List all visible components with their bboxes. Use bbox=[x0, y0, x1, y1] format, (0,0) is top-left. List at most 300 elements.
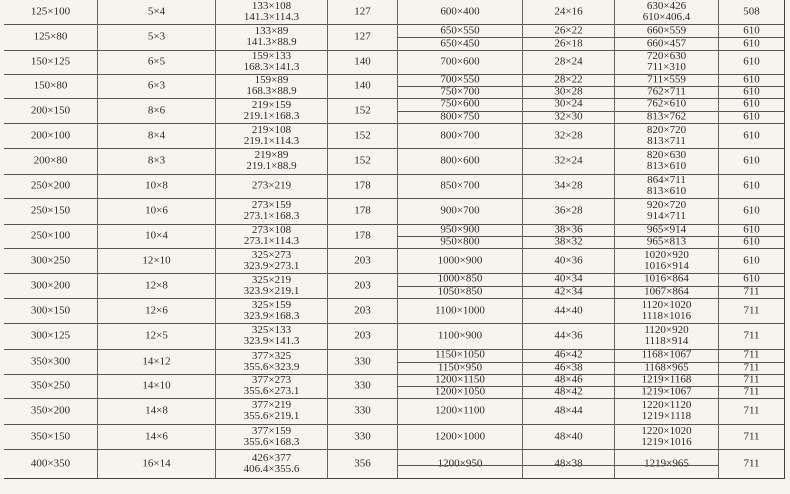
length-cell bbox=[328, 248, 398, 273]
inch-size-cell bbox=[523, 86, 615, 98]
outer-size-cell bbox=[398, 374, 523, 386]
pipe-diameter-cell-text: 1219×965 bbox=[644, 457, 689, 469]
length-cell-text: 178 bbox=[354, 204, 371, 217]
outer-size-cell bbox=[398, 286, 523, 299]
cell-text: 610 bbox=[743, 73, 760, 86]
outer-diameter-cell-line: 377×219 bbox=[251, 399, 292, 411]
outer-diameter-cell-line: 273.1×114.3 bbox=[243, 235, 300, 247]
outer-size-cell bbox=[398, 148, 523, 174]
length-cell bbox=[719, 50, 784, 74]
inch-size-cell-text: 5×3 bbox=[147, 30, 166, 43]
cell-text: 660×559 bbox=[646, 24, 687, 36]
table-row bbox=[398, 224, 784, 249]
outer-size-cell-text: 1200×1000 bbox=[434, 430, 486, 442]
inch-size-cell bbox=[523, 374, 615, 386]
outer-diameter-cell bbox=[216, 398, 328, 424]
table-row bbox=[398, 349, 784, 375]
length-cell bbox=[719, 273, 784, 286]
length-cell bbox=[719, 323, 784, 349]
cell-text: 800×750 bbox=[440, 110, 480, 123]
pipe-diameter-cell bbox=[615, 398, 719, 424]
cell-text: 610 bbox=[743, 223, 760, 236]
outer-size-cell bbox=[398, 111, 523, 124]
pipe-diameter-cell bbox=[615, 323, 719, 349]
outer-diameter-cell-line: 133×108 bbox=[251, 0, 292, 12]
pipe-diameter-cell-line: 914×711 bbox=[647, 210, 686, 222]
length-cell bbox=[328, 224, 398, 248]
pipe-diameter-cell bbox=[615, 50, 719, 74]
inch-size-cell bbox=[523, 24, 615, 37]
length-cell bbox=[328, 449, 398, 478]
table-row bbox=[4, 248, 398, 274]
table-row bbox=[398, 273, 784, 299]
table-row bbox=[398, 248, 784, 274]
table-row bbox=[4, 198, 398, 225]
sub-divider bbox=[398, 465, 719, 466]
pipe-diameter-cell-line: 1219×1118 bbox=[641, 410, 692, 422]
length-cell bbox=[719, 449, 784, 478]
outer-size-cell bbox=[398, 24, 523, 37]
cell-text: 30×24 bbox=[554, 97, 583, 110]
length-cell-text: 140 bbox=[354, 55, 371, 68]
cell-text: 610 bbox=[743, 97, 760, 110]
outer-diameter-cell-line: 377×159 bbox=[251, 424, 292, 437]
inch-size-cell bbox=[98, 424, 216, 449]
length-cell bbox=[328, 298, 398, 323]
nominal-size-cell-text: 250×200 bbox=[30, 179, 71, 192]
cell-text: 1168×1067 bbox=[641, 348, 692, 361]
inch-size-cell-text: 8×6 bbox=[147, 104, 166, 116]
cell-text: 38×32 bbox=[554, 235, 583, 248]
length-cell-text: 711 bbox=[743, 329, 760, 342]
outer-diameter-cell bbox=[216, 248, 328, 273]
length-cell-text: 711 bbox=[743, 404, 760, 417]
length-cell bbox=[328, 174, 398, 198]
outer-diameter-cell-line: 219.1×88.9 bbox=[246, 160, 297, 172]
table-row bbox=[4, 224, 398, 249]
pipe-diameter-cell-line: 720×630 bbox=[646, 50, 687, 62]
outer-size-cell bbox=[398, 86, 523, 98]
outer-size-cell bbox=[398, 449, 523, 478]
inch-size-cell bbox=[523, 98, 615, 111]
nominal-size-cell bbox=[4, 98, 98, 123]
outer-size-cell-text: 1200×1100 bbox=[435, 404, 485, 417]
length-cell bbox=[328, 198, 398, 224]
length-cell-text: 203 bbox=[354, 279, 371, 291]
cell-text: 700×550 bbox=[440, 73, 480, 86]
inch-size-cell-text: 44×36 bbox=[554, 329, 583, 342]
nominal-size-cell-text: 125×80 bbox=[33, 30, 68, 43]
pipe-diameter-cell-line: 610×406.4 bbox=[642, 11, 691, 23]
inch-size-cell bbox=[523, 74, 615, 86]
pipe-diameter-cell-line: 1118×914 bbox=[644, 335, 689, 347]
table-row bbox=[398, 374, 784, 399]
nominal-size-cell bbox=[4, 323, 98, 349]
outer-diameter-cell-line: 141.3×114.3 bbox=[243, 11, 300, 23]
outer-diameter-cell-line: 325×159 bbox=[251, 298, 292, 311]
inch-size-cell-text: 32×24 bbox=[554, 154, 583, 167]
length-cell bbox=[328, 74, 398, 98]
cell-text: 610 bbox=[743, 272, 760, 285]
pipe-diameter-cell bbox=[615, 86, 719, 98]
length-cell bbox=[719, 123, 784, 148]
length-cell-text: 610 bbox=[743, 204, 760, 217]
cell-text: 26×22 bbox=[554, 24, 583, 36]
outer-size-cell bbox=[398, 323, 523, 349]
length-cell bbox=[719, 111, 784, 124]
pipe-diameter-cell bbox=[615, 248, 719, 273]
nominal-size-cell-text: 350×250 bbox=[30, 379, 71, 392]
outer-size-cell bbox=[398, 273, 523, 286]
inch-size-cell-text: 14×8 bbox=[145, 404, 168, 417]
length-cell bbox=[719, 248, 784, 273]
inch-size-cell bbox=[98, 298, 216, 323]
inch-size-cell-text: 12×10 bbox=[142, 254, 171, 266]
inch-size-cell bbox=[98, 24, 216, 50]
cell-text: 711 bbox=[743, 385, 760, 398]
pipe-diameter-cell-line: 813×610 bbox=[646, 160, 687, 172]
inch-size-cell-text: 6×3 bbox=[147, 79, 166, 92]
cell-text: 1016×864 bbox=[644, 272, 689, 285]
cell-text: 46×42 bbox=[554, 348, 583, 361]
outer-size-cell-text: 1200×950 bbox=[437, 457, 483, 469]
pipe-diameter-cell-line: 1120×920 bbox=[644, 324, 689, 336]
length-cell bbox=[328, 123, 398, 148]
outer-diameter-cell bbox=[216, 273, 328, 298]
outer-size-cell bbox=[398, 74, 523, 86]
length-cell-text: 610 bbox=[743, 129, 760, 141]
length-cell-text: 152 bbox=[354, 154, 371, 167]
length-cell-text: 152 bbox=[354, 129, 371, 141]
outer-diameter-cell-line: 377×273 bbox=[251, 374, 292, 386]
length-cell bbox=[328, 323, 398, 349]
dimension-table bbox=[4, 0, 785, 479]
length-cell bbox=[719, 286, 784, 299]
length-cell bbox=[328, 349, 398, 374]
outer-diameter-cell-line: 323.9×168.3 bbox=[243, 309, 300, 322]
cell-text: 711 bbox=[743, 348, 760, 361]
pipe-diameter-cell-line: 813×610 bbox=[646, 185, 687, 197]
length-cell-text: 330 bbox=[354, 430, 371, 442]
cell-text: 750×700 bbox=[440, 85, 480, 98]
pipe-diameter-cell-line: 1120×1020 bbox=[641, 298, 692, 311]
length-cell-text: 711 bbox=[743, 457, 760, 469]
pipe-diameter-cell bbox=[615, 74, 719, 86]
outer-size-cell-text: 600×400 bbox=[440, 5, 480, 18]
nominal-size-cell bbox=[4, 174, 98, 198]
inch-size-cell-text: 10×4 bbox=[145, 229, 168, 242]
inch-size-cell bbox=[523, 198, 615, 224]
cell-text: 650×550 bbox=[440, 24, 480, 36]
outer-diameter-cell-line: 273.1×168.3 bbox=[243, 210, 300, 222]
table-row bbox=[4, 123, 398, 149]
pipe-diameter-cell-line: 1118×1016 bbox=[641, 309, 692, 322]
inch-size-cell bbox=[98, 224, 216, 248]
length-cell-text: 711 bbox=[743, 430, 760, 442]
outer-diameter-cell bbox=[216, 50, 328, 74]
cell-text: 1067×864 bbox=[644, 285, 689, 298]
pipe-diameter-cell-line: 820×720 bbox=[646, 123, 687, 136]
outer-diameter-cell-line: 355.6×323.9 bbox=[243, 360, 300, 373]
cell-text: 1000×850 bbox=[437, 272, 483, 285]
cell-text: 965×813 bbox=[646, 235, 687, 248]
inch-size-cell bbox=[523, 248, 615, 273]
nominal-size-cell-text: 200×80 bbox=[33, 154, 68, 167]
outer-diameter-cell-line: 325×273 bbox=[251, 248, 292, 261]
pipe-diameter-cell bbox=[615, 374, 719, 386]
inch-size-cell-text: 10×8 bbox=[145, 179, 168, 192]
pipe-diameter-cell bbox=[615, 24, 719, 37]
table-row bbox=[4, 174, 398, 199]
inch-size-cell bbox=[523, 0, 615, 24]
outer-diameter-cell bbox=[216, 0, 328, 24]
inch-size-cell-text: 40×36 bbox=[554, 254, 583, 266]
nominal-size-cell bbox=[4, 424, 98, 449]
length-cell-text: 127 bbox=[354, 5, 371, 18]
cell-text: 610 bbox=[743, 24, 760, 36]
outer-diameter-cell-text: 273×219 bbox=[251, 179, 292, 192]
outer-size-cell bbox=[398, 198, 523, 224]
pipe-diameter-cell-line: 1020×920 bbox=[644, 248, 689, 261]
inch-size-cell bbox=[98, 374, 216, 398]
cell-text: 30×28 bbox=[554, 85, 583, 98]
nominal-size-cell-text: 150×80 bbox=[33, 79, 68, 92]
pipe-diameter-cell bbox=[615, 174, 719, 198]
cell-text: 610 bbox=[743, 85, 760, 98]
inch-size-cell bbox=[98, 123, 216, 148]
length-cell-text: 178 bbox=[354, 229, 371, 242]
table-row bbox=[398, 148, 784, 175]
cell-text: 1219×1067 bbox=[641, 385, 692, 398]
outer-diameter-cell-line: 168.3×141.3 bbox=[243, 61, 300, 73]
length-cell-text: 203 bbox=[354, 329, 371, 342]
inch-size-cell-text: 14×6 bbox=[145, 430, 168, 442]
outer-size-cell bbox=[398, 50, 523, 74]
length-cell bbox=[719, 74, 784, 86]
table-row bbox=[4, 323, 398, 350]
inch-size-cell bbox=[98, 349, 216, 374]
length-cell-text: 610 bbox=[743, 254, 760, 266]
nominal-size-cell-text: 300×125 bbox=[30, 329, 71, 342]
table-row bbox=[4, 50, 398, 75]
outer-diameter-cell-line: 377×325 bbox=[251, 349, 292, 362]
length-cell bbox=[719, 174, 784, 198]
outer-size-cell-text: 1000×900 bbox=[437, 254, 483, 266]
pipe-diameter-cell bbox=[615, 98, 719, 111]
outer-diameter-cell-line: 219.1×168.3 bbox=[243, 109, 300, 122]
cell-text: 711 bbox=[743, 361, 760, 374]
cell-text: 42×34 bbox=[554, 285, 583, 298]
length-cell-text: 203 bbox=[354, 304, 371, 316]
length-cell-text: 610 bbox=[743, 179, 760, 192]
table-row bbox=[398, 449, 784, 478]
cell-text: 1200×1050 bbox=[434, 385, 486, 398]
outer-diameter-cell-line: 273×108 bbox=[251, 224, 292, 236]
pipe-diameter-cell bbox=[615, 273, 719, 286]
length-cell-text: 203 bbox=[354, 254, 371, 266]
outer-size-cell bbox=[398, 0, 523, 24]
outer-size-cell bbox=[398, 386, 523, 398]
nominal-size-cell bbox=[4, 0, 98, 24]
nominal-size-cell-text: 300×250 bbox=[30, 254, 71, 266]
outer-diameter-cell-line: 219.1×114.3 bbox=[243, 134, 300, 147]
inch-size-cell-text: 6×5 bbox=[147, 55, 166, 68]
cell-text: 1150×1050 bbox=[435, 348, 485, 361]
outer-diameter-cell bbox=[216, 74, 328, 98]
inch-size-cell bbox=[98, 198, 216, 224]
cell-text: 38×36 bbox=[554, 223, 583, 236]
outer-diameter-cell-line: 219×159 bbox=[251, 98, 292, 111]
pipe-diameter-cell bbox=[615, 198, 719, 224]
outer-diameter-cell bbox=[216, 148, 328, 174]
pipe-diameter-cell-line: 920×720 bbox=[646, 199, 687, 211]
table-row bbox=[4, 24, 398, 51]
outer-diameter-cell-line: 168.3×88.9 bbox=[246, 85, 297, 97]
length-cell bbox=[719, 374, 784, 386]
inch-size-cell-text: 12×6 bbox=[145, 304, 168, 316]
outer-diameter-cell bbox=[216, 24, 328, 50]
pipe-diameter-cell-line: 1220×1020 bbox=[641, 424, 692, 437]
inch-size-cell-text: 36×28 bbox=[554, 204, 583, 217]
table-row bbox=[4, 148, 398, 175]
inch-size-cell bbox=[523, 349, 615, 362]
inch-size-cell bbox=[98, 449, 216, 478]
length-cell-text: 127 bbox=[354, 30, 371, 43]
cell-text: 711 bbox=[743, 373, 760, 386]
outer-size-cell bbox=[398, 424, 523, 449]
table-row bbox=[398, 174, 784, 199]
outer-diameter-cell bbox=[216, 98, 328, 123]
outer-diameter-cell bbox=[216, 374, 328, 398]
nominal-size-cell-text: 350×300 bbox=[30, 355, 71, 367]
outer-diameter-cell bbox=[216, 123, 328, 148]
length-cell bbox=[719, 349, 784, 362]
nominal-size-cell bbox=[4, 224, 98, 248]
table-row bbox=[398, 198, 784, 225]
length-cell bbox=[328, 273, 398, 298]
pipe-diameter-cell bbox=[615, 37, 719, 50]
cell-text: 762×610 bbox=[646, 97, 687, 110]
length-cell-text: 330 bbox=[354, 355, 371, 367]
pipe-diameter-cell bbox=[615, 0, 719, 24]
outer-diameter-cell-line: 406.4×355.6 bbox=[243, 462, 300, 475]
inch-size-cell bbox=[523, 273, 615, 286]
pipe-diameter-cell-line: 1220×1120 bbox=[641, 399, 692, 411]
outer-diameter-cell bbox=[216, 198, 328, 224]
cell-text: 950×800 bbox=[440, 235, 480, 248]
cell-text: 750×600 bbox=[440, 97, 480, 110]
outer-diameter-cell-line: 325×133 bbox=[251, 324, 292, 336]
length-cell-text: 610 bbox=[743, 154, 760, 167]
pipe-diameter-cell-line: 630×426 bbox=[646, 0, 687, 12]
inch-size-cell-text: 44×40 bbox=[554, 304, 583, 316]
inch-size-cell-text: 14×12 bbox=[142, 355, 171, 367]
nominal-size-cell-text: 250×100 bbox=[30, 229, 71, 242]
length-cell bbox=[719, 198, 784, 224]
nominal-size-cell bbox=[4, 374, 98, 398]
inch-size-cell bbox=[523, 37, 615, 50]
pipe-diameter-cell-line: 1219×1016 bbox=[641, 435, 692, 448]
pipe-diameter-cell bbox=[615, 123, 719, 148]
pipe-diameter-cell bbox=[615, 236, 719, 248]
outer-diameter-cell-line: 159×89 bbox=[254, 74, 289, 86]
inch-size-cell-text: 32×28 bbox=[554, 129, 583, 141]
table-row bbox=[398, 424, 784, 450]
outer-diameter-cell-line: 133×89 bbox=[254, 25, 289, 37]
cell-text: 40×34 bbox=[554, 272, 583, 285]
cell-text: 650×450 bbox=[440, 37, 480, 49]
outer-size-cell bbox=[398, 349, 523, 362]
length-cell bbox=[719, 236, 784, 248]
nominal-size-cell-text: 350×200 bbox=[30, 404, 71, 417]
cell-text: 813×762 bbox=[646, 110, 687, 123]
inch-size-cell-text: 48×38 bbox=[554, 457, 583, 469]
pipe-diameter-cell bbox=[615, 224, 719, 236]
length-cell bbox=[328, 424, 398, 449]
outer-diameter-cell bbox=[216, 424, 328, 449]
cell-text: 26×18 bbox=[554, 37, 583, 49]
inch-size-cell-text: 8×4 bbox=[147, 129, 166, 141]
table-row bbox=[4, 398, 398, 425]
inch-size-cell bbox=[98, 98, 216, 123]
pipe-diameter-cell bbox=[615, 111, 719, 124]
outer-diameter-cell-line: 273×159 bbox=[251, 199, 292, 211]
length-cell-text: 178 bbox=[354, 179, 371, 192]
nominal-size-cell bbox=[4, 123, 98, 148]
inch-size-cell bbox=[523, 298, 615, 323]
nominal-size-cell-text: 350×150 bbox=[30, 430, 71, 442]
outer-size-cell bbox=[398, 236, 523, 248]
cell-text: 1168×965 bbox=[644, 361, 689, 374]
inch-size-cell bbox=[523, 148, 615, 174]
cell-text: 1219×1168 bbox=[641, 373, 692, 386]
inch-size-cell bbox=[98, 248, 216, 273]
inch-size-cell bbox=[523, 449, 615, 478]
nominal-size-cell-text: 300×200 bbox=[30, 279, 71, 291]
inch-size-cell bbox=[523, 362, 615, 375]
length-cell bbox=[328, 374, 398, 398]
table-row bbox=[398, 398, 784, 425]
outer-diameter-cell-line: 323.9×273.1 bbox=[243, 259, 300, 272]
pipe-diameter-cell-line: 820×630 bbox=[646, 149, 687, 161]
inch-size-cell bbox=[523, 424, 615, 449]
pipe-diameter-cell bbox=[615, 148, 719, 174]
cell-text: 32×30 bbox=[554, 110, 583, 123]
outer-size-cell bbox=[398, 398, 523, 424]
outer-size-cell bbox=[398, 123, 523, 148]
nominal-size-cell-text: 125×100 bbox=[30, 5, 71, 18]
table-row bbox=[4, 374, 398, 399]
table-row bbox=[398, 323, 784, 350]
inch-size-cell bbox=[523, 286, 615, 299]
length-cell-text: 711 bbox=[743, 304, 760, 316]
pipe-diameter-cell bbox=[615, 286, 719, 299]
nominal-size-cell bbox=[4, 273, 98, 298]
length-cell bbox=[328, 24, 398, 50]
inch-size-cell-text: 8×3 bbox=[147, 154, 166, 167]
length-cell bbox=[719, 298, 784, 323]
pipe-diameter-cell-line: 864×711 bbox=[647, 174, 686, 186]
outer-size-cell-text: 1100×900 bbox=[437, 329, 483, 342]
inch-size-cell-text: 10×6 bbox=[145, 204, 168, 217]
cell-text: 1050×850 bbox=[437, 285, 483, 298]
pipe-diameter-cell bbox=[615, 449, 719, 478]
nominal-size-cell-text: 400×350 bbox=[30, 457, 71, 469]
outer-size-cell-text: 850×700 bbox=[440, 179, 480, 192]
table-row bbox=[4, 273, 398, 299]
cell-text: 1150×950 bbox=[437, 361, 483, 374]
inch-size-cell bbox=[98, 174, 216, 198]
